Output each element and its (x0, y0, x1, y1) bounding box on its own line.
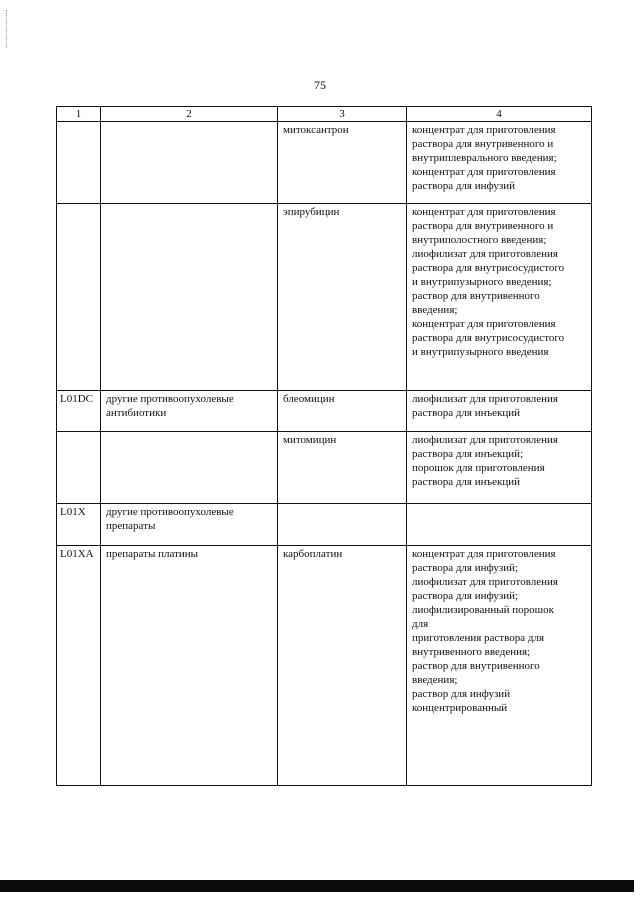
dosage-form-line: введения; (412, 674, 458, 686)
dosage-form-line: лиофилизат для приготовления (412, 576, 558, 588)
dosage-forms-cell (407, 204, 592, 391)
dosage-form-line: и внутрипузырного введения; (412, 276, 552, 288)
dosage-form-line: раствор для внутривенного (412, 290, 540, 302)
atc-code-cell (57, 204, 101, 391)
dosage-form-line: раствора для внутрисосудистого (412, 262, 565, 274)
table-row (57, 432, 592, 504)
dosage-form-line: концентрат для приготовления (412, 318, 556, 330)
group-name-line: другие противоопухолевые (106, 506, 234, 518)
drug-name-cell: митоксантрон (278, 122, 407, 204)
table-row (57, 391, 592, 432)
dosage-form-line: концентрат для приготовления (412, 124, 556, 136)
dosage-form-line: внутриполостного введения; (412, 234, 547, 246)
dosage-form-line: раствора для инфузий (412, 180, 515, 192)
dosage-form-line: концентрат для приготовления (412, 548, 556, 560)
header-col-1: 1 (57, 107, 101, 122)
scan-bottom-bar (0, 880, 634, 892)
table-header-row (57, 107, 592, 122)
atc-code-cell (57, 432, 101, 504)
dosage-form-line: лиофилизат для приготовления (412, 434, 558, 446)
dosage-forms-cell (407, 432, 592, 504)
dosage-form-line: концентрат для приготовления (412, 206, 556, 218)
dosage-form-line: раствора для инъекций (412, 476, 521, 488)
dosage-form-line: внутривенного введения; (412, 646, 531, 658)
header-col-4: 4 (407, 107, 592, 122)
dosage-form-line: для (412, 618, 429, 630)
dosage-forms-cell (407, 546, 592, 786)
group-name-line: антибиотики (106, 407, 167, 419)
dosage-form-line: лиофилизат для приготовления (412, 248, 558, 260)
group-name-line: другие противоопухолевые (106, 393, 234, 405)
table-row (57, 122, 592, 204)
group-cell (101, 432, 278, 504)
header-col-2: 2 (101, 107, 278, 122)
dosage-forms-cell (407, 504, 592, 546)
drug-name-cell: митомицин (278, 432, 407, 504)
dosage-form-line: концентрат для приготовления (412, 166, 556, 178)
group-cell (101, 391, 278, 432)
dosage-form-line: раствора для внутрисосудистого (412, 332, 565, 344)
dosage-form-line: концентрированный (412, 702, 508, 714)
drug-name-cell: эпирубицин (278, 204, 407, 391)
edge-marks (6, 10, 8, 48)
table-row (57, 504, 592, 546)
drug-name-cell: блеомицин (278, 391, 407, 432)
dosage-form-line: введения; (412, 304, 458, 316)
group-cell (101, 546, 278, 786)
dosage-form-line: раствора для внутривенного и (412, 138, 554, 150)
dosage-form-line: раствора для инфузий; (412, 590, 519, 602)
dosage-form-line: приготовления раствора для (412, 632, 544, 644)
dosage-form-line: внутриплеврального введения; (412, 152, 557, 164)
dosage-form-line: раствора для инфузий; (412, 562, 519, 574)
dosage-form-line: раствор для внутривенного (412, 660, 540, 672)
group-cell (101, 122, 278, 204)
group-cell (101, 204, 278, 391)
atc-code-cell: L01DC (57, 391, 101, 432)
dosage-forms-cell (407, 391, 592, 432)
dosage-form-line: раствора для инъекций (412, 407, 521, 419)
group-name-line: препараты платины (106, 548, 199, 560)
dosage-form-line: раствора для инъекций; (412, 448, 524, 460)
atc-code-cell (57, 122, 101, 204)
table-row (57, 204, 592, 391)
dosage-form-line: лиофилизированный порошок (412, 604, 554, 616)
dosage-form-line: и внутрипузырного введения (412, 346, 549, 358)
dosage-forms-cell (407, 122, 592, 204)
dosage-form-line: раствор для инфузий (412, 688, 511, 700)
header-col-3: 3 (278, 107, 407, 122)
table-row (57, 546, 592, 786)
atc-code-cell: L01XA (57, 546, 101, 786)
group-name-line: препараты (106, 520, 156, 532)
dosage-form-line: лиофилизат для приготовления (412, 393, 558, 405)
drug-table (56, 106, 592, 786)
page-number: 75 (314, 78, 326, 92)
drug-name-cell: карбоплатин (278, 546, 407, 786)
atc-code-cell: L01X (57, 504, 101, 546)
group-cell (101, 504, 278, 546)
dosage-form-line: раствора для внутривенного и (412, 220, 554, 232)
drug-name-cell (278, 504, 407, 546)
dosage-form-line: порошок для приготовления (412, 462, 545, 474)
